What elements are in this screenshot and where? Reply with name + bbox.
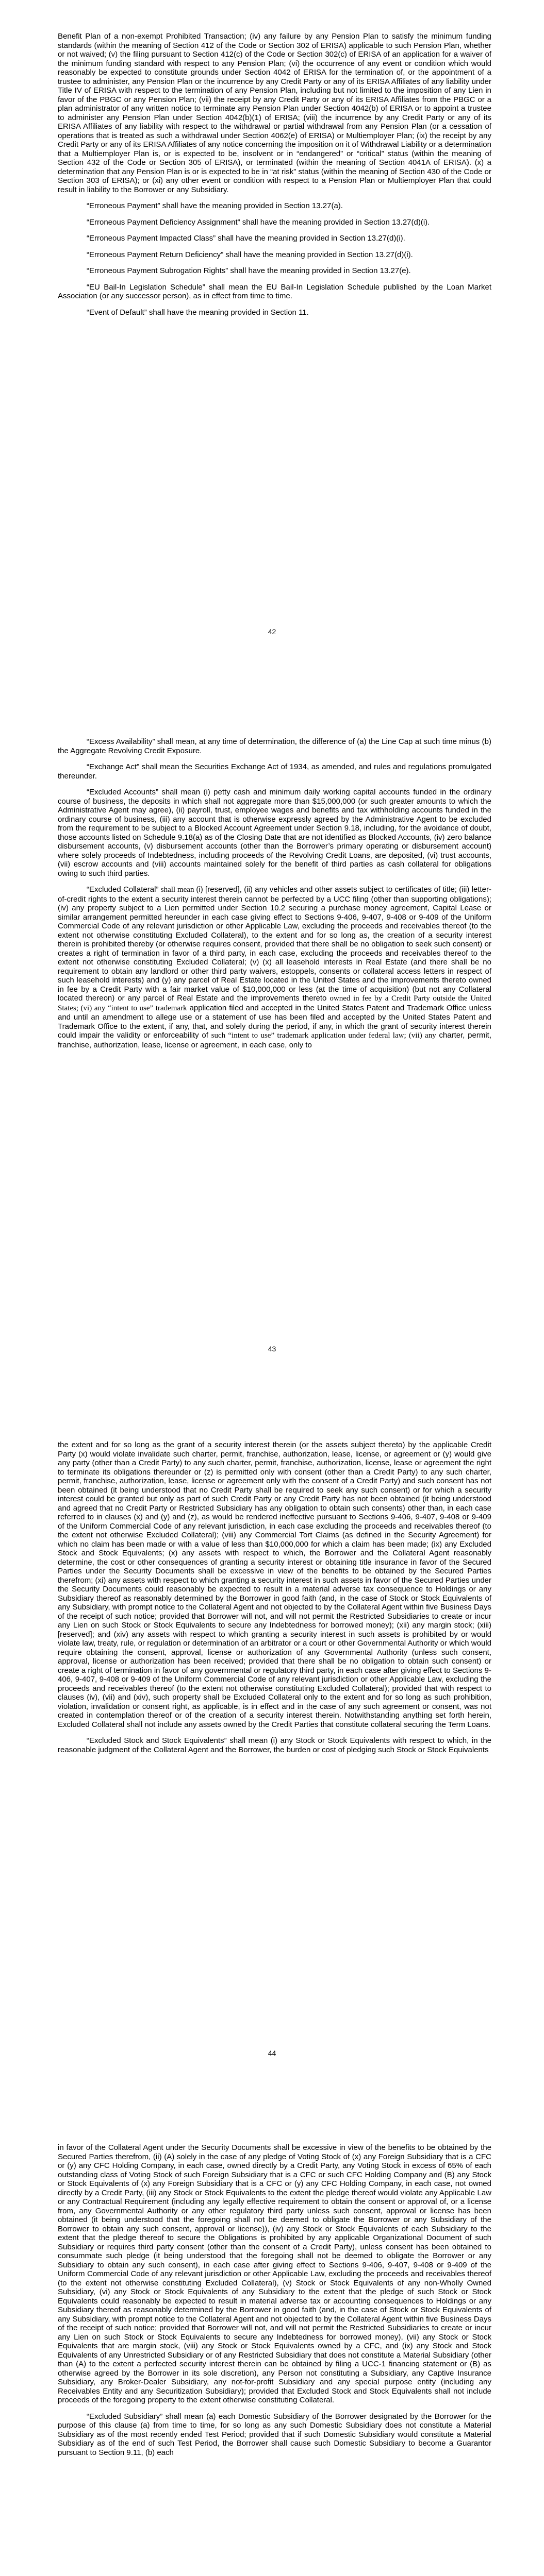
definition-event-of-default: “Event of Default” shall have the meaning provided in Section 11. — [87, 308, 309, 317]
erisa-event-continuation: Benefit Plan of a non-exempt Prohibited Transaction; (iv) any failure by any Pension Plan to satisfy the minimum funding standards (within the meaning of Section 412 of the Code or Section 302 of ERISA) applicable to such Pension Plan, whether or not waived; (v) the filing pursuant to Section 412(c) of the Code or Section 302(c) of ERISA of an application for a waiver of the minimum funding standard with respect to any Pension Plan; (vi) the occurrence of any event or condition which would reasonably be expected to constitute grounds under Section 4042 of ERISA for the termination of, or the appointment of a trustee to administer, any Pension Plan or the incurrence by any Credit Party or any of its ERISA Affiliates of any liability under Title IV of ERISA with respect to the termination of any Pension Plan, including but not limited to the imposition of any Lien in favor of the PBGC or any Pension Plan; (vii) the receipt by any Credit Party or any of its ERISA Affiliates from the PBGC or a plan administrator of any written notice to terminate any Pension Plan under Section 4042(b) of ERISA or to appoint a trustee to administer any Pension Plan under Section 4042(b)(1) of ERISA; (viii) the incurrence by any Credit Party or any of its ERISA Affiliates of any liability with respect to the withdrawal or partial withdrawal from any Pension Plan (or a cessation of operations that is treated as such a withdrawal under Section 4062(e) of ERISA) or Multiemployer Plan; (ix) the receipt by any Credit Party or any of its ERISA Affiliates of any notice concerning the imposition on it of Withdrawal Liability or a determination that a Multiemployer Plan is, or is expected to be, insolvent or in “endangered” or “critical” status (within the meaning of Section 432 of the Code or Section 305 of ERISA), or terminated (within the meaning of Section 4041A of ERISA). (x) a determination that any Pension Plan is or is expected to be in “at risk” status (within the meaning of Section 430 of the Code or Section 303 of ERISA); or (xi) any other event or condition with respect to a Pension Plan or Multiemployer Plan that could result in liability to the Borrower or any Subsidiary. — [58, 32, 491, 194]
definition-excluded-stock: “Excluded Stock and Stock Equivalents” shall mean (i) any Stock or Stock Equivalents with respect to which, in the reasonable judgment of the Collateral Agent and the Borrower, the burden or cost of pledging such Stock or Stock Equivalents — [58, 1736, 491, 1754]
page-number: 44 — [268, 2049, 276, 2057]
term-shall-mean: shall mean — [160, 886, 196, 894]
page-42-body — [58, 32, 491, 317]
page-43-body — [58, 737, 491, 1049]
definition-excess-availability: “Excess Availability” shall mean, at any time of determination, the difference of (a) the Line Cap at such time minus (b) the Aggregate Revolving Credit Exposure. — [58, 737, 491, 755]
definition-exchange-act: “Exchange Act” shall mean the Securities Exchange Act of 1934, as amended, and rules and regulations promulgated thereunder. — [58, 762, 491, 781]
page-45 — [0, 2110, 544, 2576]
page-42 — [0, 0, 544, 703]
excluded-collateral-continuation: the extent and for so long as the grant of a security interest therein (or the assets subject thereto) by the applicable Credit Party (x) would violate invalidate such charter, permit, franchise, authorization, lease, license, or agreement or (y) would give any party (other than a Credit Party) to any such charter, permit, franchise, authorization, license, lease or agreement the right to terminate its obligations thereunder or (z) is permitted only with consent (other than a Credit Party) to any such charter, permit, franchise, authorization, lease, license or agreement only with the consent of a Credit Party) and such consent has not been obtained (it being understood that no Credit Party shall be required to seek any such consent) or for which a security interest could be granted but only as part of such Credit Party or any Credit Party has not been obtained (it being understood and agreed that no Credit Party or Restricted Subsidiary has any obligation to obtain such consents) other than, in each case referred to in clauses (x) and (y) and (z), as would be rendered ineffective pursuant to Sections 9-406, 9-407, 9-408 or 9-409 of the Uniform Commercial Code of any relevant jurisdiction, in each case excluding the proceeds and receivables thereof (to the extent not otherwise Excluded Collateral); (viii) any Commercial Tort Claims (as defined in the Security Agreement) for which no claim has been made or with a value of less than $10,000,000 for which a claim has been made; (ix) any Excluded Stock and Stock Equivalents; (x) any assets with respect to which, the Borrower and the Collateral Agent reasonably determine, the cost or other consequences of granting a security interest or obtaining title insurance in favor of the Secured Parties under the Security Documents shall be excessive in view of the benefits to be obtained by the Secured Parties therefrom; (xi) any assets with respect to which granting a security interest in such assets in favor of the Secured Parties under the Security Documents could reasonably be expected to result in a material adverse tax consequence to Holdings or any Subsidiary thereof as reasonably determined by the Borrower in good faith (and, in the case of Stock or Stock Equivalents of any Subsidiary, with prompt notice to the Collateral Agent and not objected to by the Collateral Agent within five Business Days of the receipt of such notice; provided that Borrower will not, and will not permit the Restricted Subsidiaries to create or incur any Lien on such Stock or Stock Equivalents to secure any Indebtedness for borrowed money); (xii) any margin stock; (xiii) [reserved]; and (xiv) any assets with respect to which granting a security interest in such assets is prohibited by or would violate law, treaty, rule, or regulation or determination of an arbitrator or a court or other Governmental Authority or which would require obtaining the consent, approval, license or authorization of any Governmental Authority (unless such consent, approval, license or authorization has been received; provided that there shall be no obligation to obtain such consent) or create a right of termination in favor of any governmental or regulatory third party, in each case after giving effect to Sections 9-406, 9-407, 9-408 or 9-409 of the Uniform Commercial Code of any relevant jurisdiction or other Applicable Law, excluding the proceeds and receivables thereof (to the extent not otherwise constituting Excluded Collateral); provided that with respect to clauses (iv), (vii) and (xiv), such property shall be Excluded Collateral only to the extent and for so long as such prohibition, violation, invalidation or consent right, as applicable, is in effect and in the case of any such agreement or consent, was not created in contemplation thereof or of the creation of a security interest therein. Notwithstanding anything set forth herein, Excluded Collateral shall not include any assets owned by the Credit Parties that constitute collateral securing the Term Loans. — [58, 1440, 491, 1729]
excluded-stock-continuation: in favor of the Collateral Agent under the Security Documents shall be excessive in view of the benefits to be obtained by the Secured Parties therefrom, (ii) (A) solely in the case of any pledge of Voting Stock of (x) any Foreign Subsidiary that is a CFC or (y) any CFC Holding Company, in each case, owned directly by a Credit Party, any Voting Stock in excess of 65% of each outstanding class of Voting Stock of such Foreign Subsidiary that is a CFC or such CFC Holding Company and (B) any Stock or Stock Equivalents of (x) any Foreign Subsidiary that is a CFC or (y) any CFC Holding Company, in each case, not owned directly by a Credit Party, (iii) any Stock or Stock Equivalents to the extent the pledge thereof would violate any Applicable Law or any Contractual Requirement (including any legally effective requirement to obtain the consent or approval of, or a license from, any Governmental Authority or any other regulatory third party unless such consent, approval or license has been obtained (it being understood that the foregoing shall not be deemed to obligate the Borrower or any Subsidiary of the Borrower to obtain any such consent, approval or license)), (iv) any Stock or Stock Equivalents of each Subsidiary to the extent that the pledge thereof to secure the Obligations is prohibited by any applicable Organizational Document of such Subsidiary or requires third party consent (other than the consent of a Credit Party), unless consent has been obtained to consummate such pledge (it being understood that the foregoing shall not be deemed to obligate the Borrower or any Subsidiary to obtain any such consent), in each case after giving effect to Sections 9-406, 9-407, 9-408 or 9-409 of the Uniform Commercial Code of any relevant jurisdiction or other Applicable Law, excluding the proceeds and receivables thereof (to the extent not otherwise constituting Excluded Collateral), (v) Stock or Stock Equivalents of any non-Wholly Owned Subsidiary, (vi) any Stock or Stock Equivalents of any Subsidiary to the extent that the pledge of such Stock or Stock Equivalents could reasonably be expected to result in material adverse tax or accounting consequences to Holdings or any Subsidiary thereof as reasonably determined by the Borrower in good faith (and, in the case of Stock or Stock Equivalents of any Subsidiary, with prompt notice to the Collateral Agent and not objected to by the Collateral Agent within five Business Days of the receipt of such notice; provided that Borrower will not, and will not permit the Restricted Subsidiaries to create or incur any Lien on such Stock or Stock Equivalents to secure any Indebtedness for borrowed money), (vii) any Stock or Stock Equivalents that are margin stock, (viii) any Stock or Stock Equivalents owned by a CFC, and (ix) any Stock and Stock Equivalents of any Unrestricted Subsidiary or of any Restricted Subsidiary that does not constitute a Material Subsidiary (other than (A) to the extent a perfected security interest therein can be obtained by filing a UCC-1 financing statement or (B) as otherwise agreed by the Borrower in its sole discretion), any Person not constituting a Subsidiary, any Captive Insurance Subsidiary, any Broker-Dealer Subsidiary, any not-for-profit Subsidiary and any special purpose entity (including any Receivables Entity and any Securitization Subsidiary); provided that Excluded Stock and Stock Equivalents shall not include proceeds of the foregoing property to the extent otherwise constituting Collateral. — [58, 2143, 491, 2404]
collateral-text-c: application filed and accepted in the United States Patent and Trademark Office unless and until an amendment to allege use or a statement of use has been filed and accepted by the United States Patent and Trademark Office to the extent, if any, that, and solely during the period, if any, in which the grant of security interest therein could impair the validity or enforceability of — [58, 1003, 492, 1040]
page-number: 42 — [268, 628, 276, 636]
page-number: 43 — [268, 1345, 276, 1353]
definition-excluded-subsidiary: “Excluded Subsidiary” shall mean (a) each Domestic Subsidiary of the Borrower designated by the Borrower for the purpose of this clause (a) from time to time, for so long as any such Domestic Subsidiary does not constitute a Material Subsidiary as of the most recently ended Test Period; provided that if such Domestic Subsidiary would constitute a Material Subsidiary as of the end of such Test Period, the Borrower shall cause such Domestic Subsidiary to become a Guarantor pursuant to Section 9.11, (b) each — [58, 2412, 491, 2457]
definition-erroneous-payment-return-deficiency: “Erroneous Payment Return Deficiency” shall have the meaning provided in Section 13.27(d)(i). — [87, 250, 413, 259]
definition-excluded-collateral — [58, 885, 491, 1049]
definition-erroneous-payment-impacted-class: “Erroneous Payment Impacted Class” shall have the meaning provided in Section 13.27(d)(i). — [87, 234, 405, 243]
definition-eu-bail-in-legislation-schedule: “EU Bail-In Legislation Schedule” shall mean the EU Bail-In Legislation Schedule published by the Loan Market Association (or any successor person), as in effect from time to time. — [58, 282, 491, 300]
definition-erroneous-payment-deficiency-assignment: “Erroneous Payment Deficiency Assignment” shall have the meaning provided in Section 13.27(d)(i). — [87, 217, 430, 227]
page-45-body — [58, 2143, 491, 2457]
term-lead: “Excluded Collateral” — [87, 885, 161, 894]
collateral-text-b: owned in fee by a Credit Party outside the United States; (vi) any “intent to use” trademark — [58, 994, 491, 1012]
page-44-body — [58, 1440, 491, 1754]
collateral-text-e: charter, permit, franchise, authorization, lease, license or agreement, in each case, only to — [58, 1031, 492, 1049]
collateral-text-d: such “intent to use” trademark application under federal law; (vii) any — [211, 1031, 436, 1040]
page-43 — [0, 703, 544, 1406]
page-44 — [0, 1406, 544, 2110]
definition-excluded-accounts: “Excluded Accounts” shall mean (i) petty cash and minimum daily working capital accounts funded in the ordinary course of business, the deposits in which shall not aggregate more than $15,000,000 (or such greater amounts to which the Administrative Agent may agree), (ii) payroll, trust, employee wages and benefits and tax withholding accounts funded in the ordinary course of business, (iii) any account that is otherwise expressly agreed by the Administrative Agent to be excluded from the requirement to be subject to a Blocked Account Agreement under Section 9.18, including, for the avoidance of doubt, those accounts listed on Schedule 9.18(a) as of the Closing Date that are not identified as Blocked Accounts, (iv) zero balance disbursement accounts, (v) disbursement accounts (other than the Borrower’s primary operating or disbursement account) where solely proceeds of Indebtedness, including proceeds of the Revolving Credit Loans, are deposited, (vi) trust accounts, (vii) escrow accounts and (viii) accounts maintained solely for the benefit of third parties as cash collateral for obligations owing to such third parties. — [58, 788, 491, 878]
definition-erroneous-payment-subrogation-rights: “Erroneous Payment Subrogation Rights” shall have the meaning provided in Section 13.27(e). — [87, 266, 411, 275]
collateral-text-a: (i) [reserved], (ii) any vehicles and other assets subject to certificates of title; (iii) letter-of-credit rights to the extent a security interest therein cannot be perfected by a UCC filing (other than supporting obligations); (iv) any property subject to a Lien permitted under Section 10.2 securing a purchase money agreement, Capital Lease or similar arrangement permitted hereunder in each case giving effect to Sections 9-406, 9-407, 9-408 or 9-409 of the Uniform Commercial Code of any relevant jurisdiction or other Applicable Law, excluding the proceeds and receivables thereof (to the extent not otherwise constituting Excluded Collateral), to the extent and for so long as, the creation of a security interest therein is prohibited thereby (or otherwise requires consent, provided that there shall be no obligation to seek such consent) or creates a right of termination in favor of a third party, in each case, excluding the proceeds and receivables thereof to the extent not otherwise constituting Excluded Collateral; (v) (x) all leasehold interests in Real Estate (and there shall be no requirement to obtain any landlord or other third party waivers, estoppels, consents or collateral access letters in respect of such leasehold interests) and (y) any parcel of Real Estate located in the United States and the improvements thereto owned in fee by a Credit Party with a fair market value of $10,000,000 or less (at the time of acquisition) (but not any Collateral located thereon) or any parcel of Real Estate and the improvements thereto — [58, 885, 491, 1003]
definition-erroneous-payment: “Erroneous Payment” shall have the meaning provided in Section 13.27(a). — [87, 201, 343, 210]
